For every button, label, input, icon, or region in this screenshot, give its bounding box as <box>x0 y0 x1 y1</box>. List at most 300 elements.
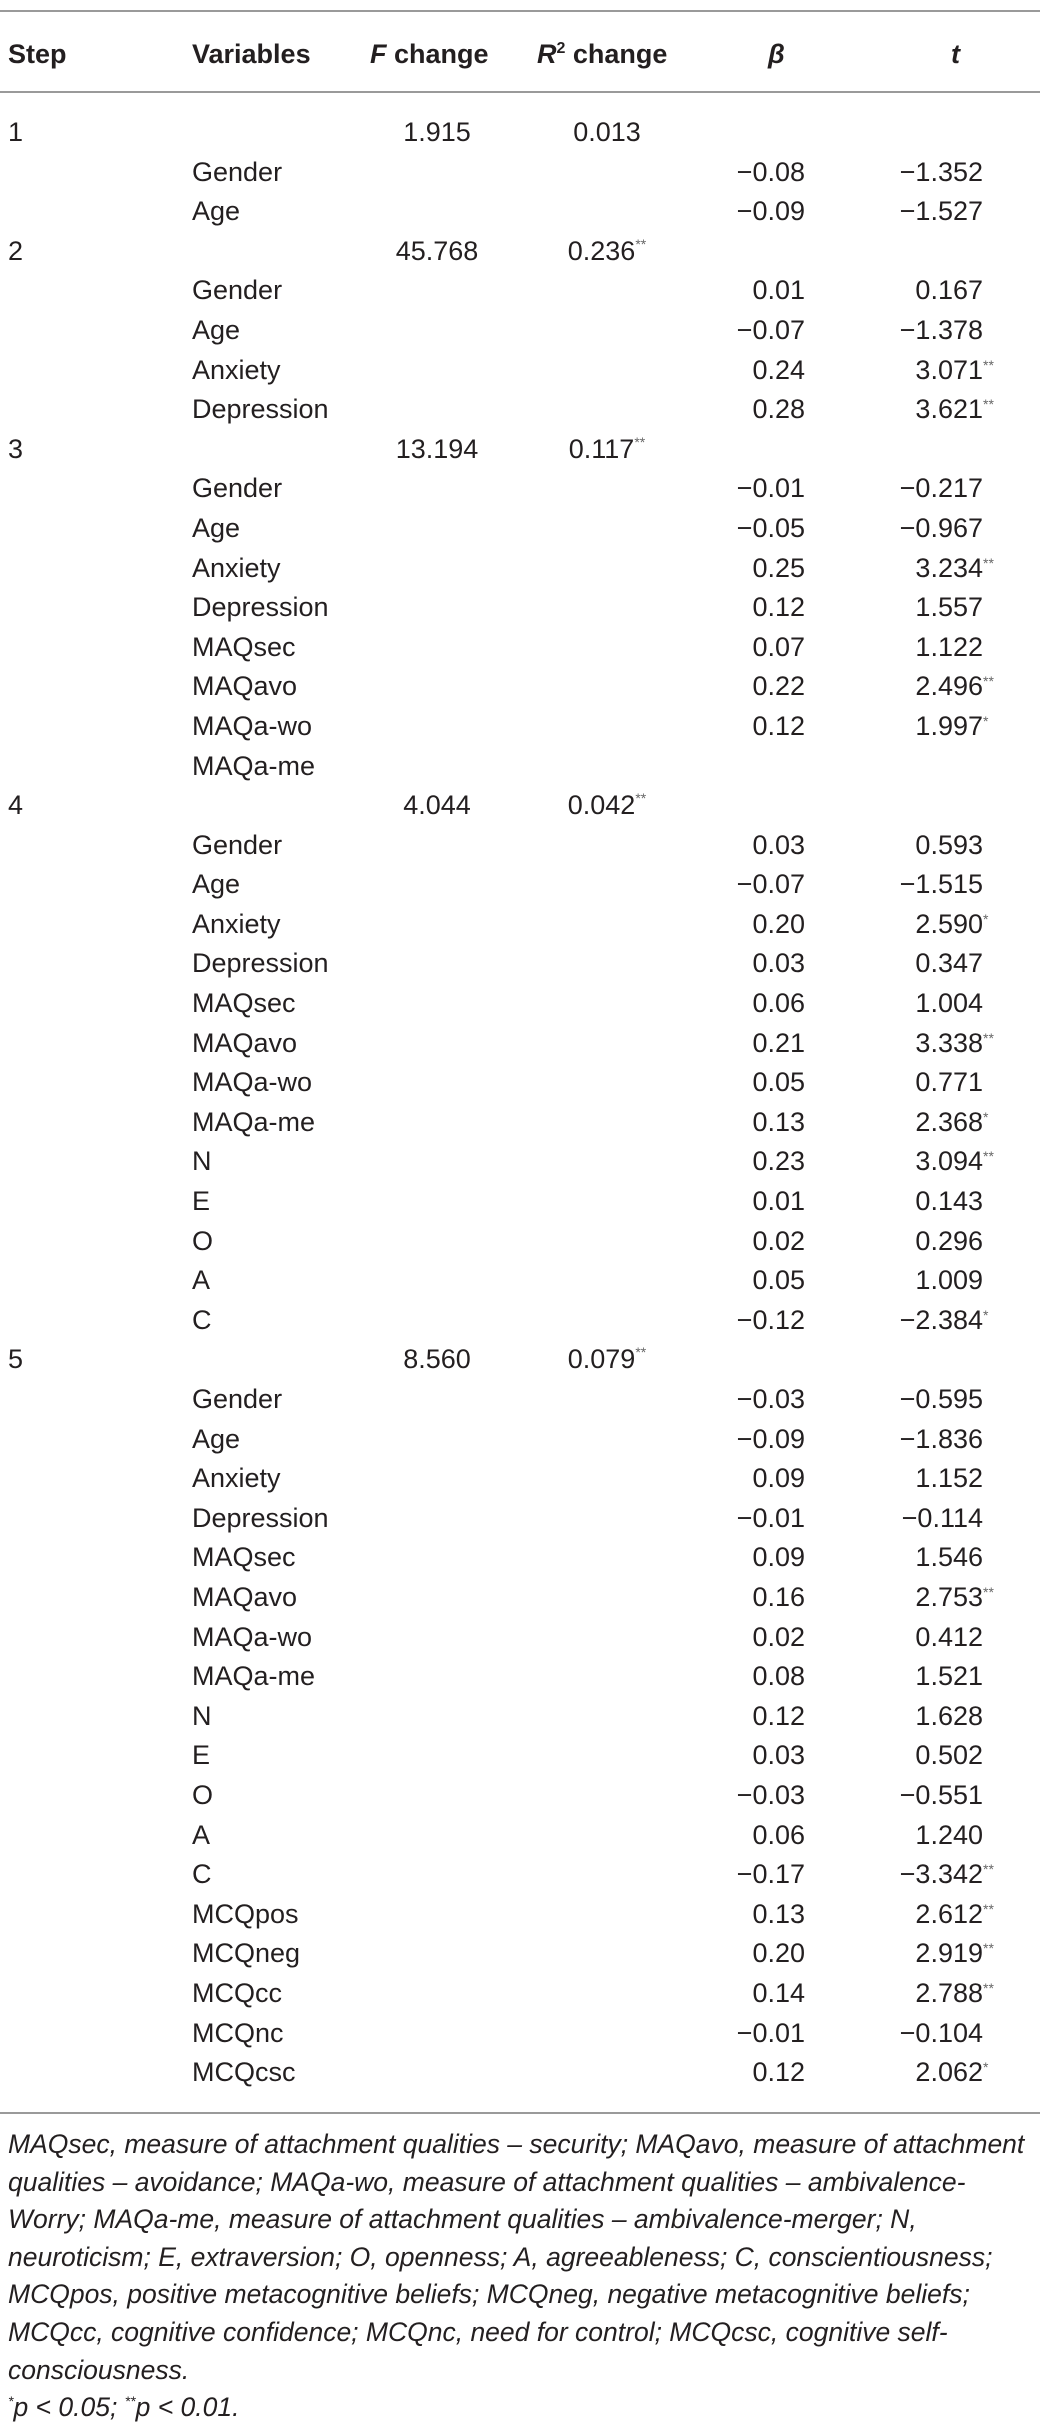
variable-cell-value: MAQsec <box>192 631 296 662</box>
beta-cell-value: 0.01 <box>752 1186 805 1217</box>
beta-symbol: β <box>768 39 785 69</box>
table-row <box>0 1895 1040 1935</box>
table-row <box>0 1618 1040 1658</box>
beta-cell <box>752 944 805 984</box>
table-row <box>0 1142 1040 1182</box>
variable-cell-value: N <box>192 1146 212 1177</box>
variable-cell <box>192 351 281 391</box>
beta-cell <box>752 1063 805 1103</box>
r2-change-cell <box>535 786 679 826</box>
variable-cell <box>192 1697 212 1737</box>
variable-cell-value: MCQcc <box>192 1977 282 2008</box>
variable-cell-value: MAQavo <box>192 1027 298 1058</box>
table-row <box>0 826 1040 866</box>
beta-cell <box>752 1736 805 1776</box>
table-row <box>0 1934 1040 1974</box>
significance-mark: * <box>983 2059 989 2076</box>
t-cell-value: 1.521 <box>915 1661 983 1692</box>
variable-cell-value: Depression <box>192 592 329 623</box>
table-footnote <box>8 2126 1038 2427</box>
table-row <box>0 1103 1040 1143</box>
variable-cell-value: Anxiety <box>192 908 281 939</box>
beta-cell-value: 0.06 <box>752 988 805 1019</box>
variable-cell <box>192 944 329 984</box>
t-cell-value: 1.004 <box>915 988 983 1019</box>
beta-cell-value: −0.03 <box>736 1779 805 1810</box>
variable-cell-value: Gender <box>192 275 283 306</box>
table-row <box>0 390 1040 430</box>
variable-cell <box>192 1024 297 1064</box>
f-change-label: change <box>386 39 489 69</box>
footnote-line: neuroticism; E, extraversion; O, openness; A, agreeableness; C, conscientiousness; <box>8 2241 993 2272</box>
t-cell <box>899 1855 994 1895</box>
variable-cell-value: MCQpos <box>192 1898 299 1929</box>
step-cell <box>8 786 23 826</box>
variable-cell-value: Gender <box>192 473 283 504</box>
beta-cell <box>752 628 805 668</box>
beta-cell <box>752 984 805 1024</box>
beta-cell <box>737 1420 805 1460</box>
t-cell <box>915 1024 994 1064</box>
t-cell-value: 0.167 <box>915 275 983 306</box>
beta-cell <box>752 1934 805 1974</box>
t-cell <box>915 1816 983 1856</box>
variable-cell <box>192 1499 329 1539</box>
table-row <box>0 984 1040 1024</box>
significance-mark: ** <box>634 433 646 450</box>
t-cell <box>915 1578 994 1618</box>
beta-cell-value: 0.09 <box>752 1463 805 1494</box>
table-row <box>0 1538 1040 1578</box>
table-row <box>0 271 1040 311</box>
table-row <box>0 1499 1040 1539</box>
variable-cell <box>192 1459 281 1499</box>
variable-cell-value: Anxiety <box>192 552 281 583</box>
significance-mark: ** <box>635 790 647 807</box>
table-row <box>0 1182 1040 1222</box>
variable-cell-value: E <box>192 1186 211 1217</box>
beta-cell <box>737 311 805 351</box>
t-cell-value: −0.595 <box>899 1384 983 1414</box>
variable-cell <box>192 1380 282 1420</box>
beta-cell-value: 0.12 <box>752 710 805 741</box>
sig2-mark: ** <box>124 2393 136 2410</box>
beta-cell <box>752 1459 805 1499</box>
beta-cell-value: −0.08 <box>736 156 805 187</box>
variable-cell <box>192 1142 212 1182</box>
variable-cell <box>192 826 282 866</box>
t-cell-value: −0.967 <box>899 512 983 543</box>
variable-cell-value: Age <box>192 314 241 345</box>
beta-cell <box>737 192 805 232</box>
beta-cell <box>752 1618 805 1658</box>
beta-cell-value: 0.06 <box>752 1819 805 1850</box>
header-r2-change <box>537 34 667 74</box>
beta-cell-value: 0.13 <box>752 1106 805 1137</box>
beta-cell-value: 0.03 <box>752 1740 805 1771</box>
table-row <box>0 905 1040 945</box>
step-cell-value: 2 <box>8 235 24 266</box>
table-row <box>0 1340 1040 1380</box>
variable-cell-value: O <box>192 1779 214 1810</box>
table-row <box>0 1776 1040 1816</box>
t-cell-value: 2.368 <box>915 1106 983 1137</box>
beta-cell <box>737 509 805 549</box>
table-row <box>0 1024 1040 1064</box>
t-cell <box>915 549 994 589</box>
step-cell <box>8 113 23 153</box>
t-cell-value: 2.062 <box>915 2057 983 2088</box>
r2-change-cell <box>535 113 679 153</box>
step-cell-value: 5 <box>8 1344 24 1375</box>
variable-cell <box>192 153 282 193</box>
beta-cell-value: −0.03 <box>736 1384 805 1414</box>
beta-cell-value: −0.01 <box>736 473 805 504</box>
t-cell-value: 3.234 <box>915 552 983 583</box>
f-change-cell <box>367 232 507 272</box>
beta-cell <box>752 1657 805 1697</box>
t-cell <box>900 1380 983 1420</box>
significance-mark: ** <box>983 1148 994 1165</box>
variable-cell-value: Anxiety <box>192 354 281 385</box>
variable-cell-value: MAQa-me <box>192 1106 316 1137</box>
footnote-line: Worry; MAQa-me, measure of attachment qualities – ambivalence-merger; N, <box>8 2204 917 2235</box>
t-cell <box>915 1974 994 2014</box>
r2-change-cell <box>535 1340 679 1380</box>
t-cell <box>915 1142 994 1182</box>
beta-cell-value: −0.07 <box>736 314 805 345</box>
r2-change-cell-value: 0.117 <box>568 433 635 464</box>
table-row <box>0 1974 1040 2014</box>
r-symbol: R <box>537 39 557 69</box>
table-top-rule <box>0 10 1040 12</box>
t-cell-value: 1.122 <box>915 631 983 662</box>
footnote-line: MCQcc, cognitive confidence; MCQnc, need for control; MCQcsc, cognitive self- <box>8 2316 948 2347</box>
table-row <box>0 351 1040 391</box>
variable-cell-value: MAQsec <box>192 988 296 1019</box>
beta-cell <box>737 1855 805 1895</box>
significance-mark: * <box>983 1306 989 1323</box>
step-cell <box>8 232 23 272</box>
beta-cell-value: 0.20 <box>752 908 805 939</box>
beta-cell-value: 0.13 <box>752 1898 805 1929</box>
t-cell-value: 3.621 <box>915 394 983 425</box>
r2-change-cell-value: 0.013 <box>573 117 641 147</box>
t-cell <box>915 1538 983 1578</box>
t-cell <box>915 351 994 391</box>
f-symbol: F <box>370 39 387 69</box>
variable-cell-value: MAQavo <box>192 1581 298 1612</box>
beta-cell <box>752 390 805 430</box>
table-row <box>0 549 1040 589</box>
table-row <box>0 588 1040 628</box>
beta-cell-value: 0.07 <box>752 631 805 662</box>
t-cell <box>900 192 983 232</box>
beta-cell <box>752 1578 805 1618</box>
significance-mark: ** <box>635 235 647 252</box>
beta-cell <box>752 1142 805 1182</box>
variable-cell-value: MAQsec <box>192 1542 296 1573</box>
t-cell <box>900 1420 983 1460</box>
significance-mark: * <box>983 712 989 729</box>
variable-cell-value: MAQa-me <box>192 750 316 781</box>
variable-cell-value: Depression <box>192 948 329 979</box>
t-cell <box>915 1657 983 1697</box>
variable-cell-value: A <box>192 1265 211 1296</box>
beta-cell <box>752 826 805 866</box>
t-cell <box>915 1261 983 1301</box>
header-bottom-rule <box>0 91 1040 93</box>
f-change-cell <box>367 1340 507 1380</box>
f-change-cell <box>367 430 507 470</box>
footnote-line: qualities – avoidance; MAQa-wo, measure of attachment qualities – ambivalence- <box>8 2166 966 2197</box>
beta-cell <box>752 1222 805 1262</box>
beta-cell-value: 0.05 <box>752 1265 805 1296</box>
beta-cell-value: 0.08 <box>752 1661 805 1692</box>
beta-cell-value: 0.21 <box>752 1027 805 1058</box>
t-cell-value: 2.919 <box>915 1938 983 1969</box>
beta-cell <box>752 1024 805 1064</box>
beta-cell-value: 0.02 <box>752 1225 805 1256</box>
t-cell-value: −0.104 <box>899 2017 983 2048</box>
variable-cell <box>192 588 329 628</box>
beta-cell <box>752 549 805 589</box>
t-cell-value: 0.296 <box>915 1225 983 1256</box>
header-beta <box>768 34 785 74</box>
variable-cell <box>192 667 297 707</box>
f-change-cell-value: 13.194 <box>395 433 479 464</box>
significance-legend <box>8 2389 1038 2427</box>
header-f-change <box>370 34 489 74</box>
beta-cell <box>737 1776 805 1816</box>
variable-cell-value: Depression <box>192 394 329 425</box>
variable-cell-value: C <box>192 1304 212 1335</box>
beta-cell-value: 0.12 <box>752 592 805 623</box>
beta-cell-value: 0.03 <box>752 948 805 979</box>
beta-cell-value: −0.01 <box>736 1502 805 1533</box>
variable-cell-value: Anxiety <box>192 1463 281 1494</box>
t-cell-value: 2.788 <box>915 1977 983 2008</box>
beta-cell-value: −0.12 <box>736 1304 805 1335</box>
f-change-cell-value: 4.044 <box>403 790 471 821</box>
variable-cell-value: E <box>192 1740 211 1771</box>
significance-mark: ** <box>983 1861 994 1878</box>
t-cell-value: 1.628 <box>915 1700 983 1731</box>
footnote-line: MCQpos, positive metacognitive beliefs; MCQneg, negative metacognitive beliefs; <box>8 2279 970 2310</box>
t-cell <box>899 1301 989 1341</box>
table-row <box>0 786 1040 826</box>
variable-cell-value: Age <box>192 869 241 900</box>
beta-cell-value: 0.09 <box>752 1542 805 1573</box>
t-cell <box>900 311 983 351</box>
variable-cell <box>192 271 282 311</box>
significance-mark: ** <box>983 1029 994 1046</box>
f-change-cell <box>367 786 507 826</box>
variable-cell-value: MAQa-me <box>192 1661 316 1692</box>
significance-mark: ** <box>983 1979 994 1996</box>
variable-cell <box>192 2053 296 2093</box>
table-row <box>0 1657 1040 1697</box>
f-change-cell-value: 8.560 <box>403 1344 471 1375</box>
t-cell-value: 3.094 <box>915 1146 983 1177</box>
table-row <box>0 1261 1040 1301</box>
variable-cell <box>192 390 329 430</box>
significance-mark: ** <box>983 1583 994 1600</box>
beta-cell-value: −0.17 <box>736 1859 805 1890</box>
significance-mark: ** <box>983 1900 994 1917</box>
t-cell <box>915 1618 983 1658</box>
variable-cell <box>192 707 312 747</box>
beta-cell <box>752 1895 805 1935</box>
beta-cell <box>752 667 805 707</box>
variable-cell-value: MAQa-wo <box>192 1067 313 1098</box>
t-cell <box>902 1499 983 1539</box>
beta-cell-value: 0.16 <box>752 1581 805 1612</box>
variable-cell <box>192 1736 210 1776</box>
beta-cell <box>752 1816 805 1856</box>
t-cell-value: −1.515 <box>899 869 983 900</box>
t-cell <box>915 944 983 984</box>
t-cell <box>915 1182 983 1222</box>
t-cell-value: 3.338 <box>915 1027 983 1058</box>
f-change-cell-value: 1.915 <box>403 117 471 147</box>
variable-cell <box>192 1895 299 1935</box>
t-cell-value: 1.240 <box>915 1819 983 1850</box>
beta-cell <box>737 1301 805 1341</box>
t-cell-value: −1.836 <box>899 1423 983 1454</box>
t-cell-value: −0.217 <box>899 473 983 504</box>
significance-mark: * <box>983 1108 989 1125</box>
t-cell <box>915 1459 983 1499</box>
variable-cell <box>192 1261 210 1301</box>
beta-cell-value: −0.01 <box>736 2017 805 2048</box>
variable-cell-value: N <box>192 1700 212 1731</box>
variable-cell <box>192 192 240 232</box>
beta-cell-value: 0.20 <box>752 1938 805 1969</box>
variable-cell <box>192 1222 213 1262</box>
r2-change-label: change <box>565 39 668 69</box>
beta-cell-value: −0.09 <box>736 1423 805 1454</box>
r2-change-cell-value: 0.042 <box>567 790 636 821</box>
t-cell <box>915 1103 989 1143</box>
table-row <box>0 1222 1040 1262</box>
table-row <box>0 1063 1040 1103</box>
t-cell-value: 1.557 <box>915 592 983 623</box>
variable-cell <box>192 984 296 1024</box>
beta-cell-value: 0.05 <box>752 1067 805 1098</box>
t-cell <box>915 628 983 668</box>
header-variables: Variables <box>192 39 311 69</box>
table-row <box>0 1736 1040 1776</box>
variable-cell-value: MCQnc <box>192 2017 284 2048</box>
table-row <box>0 232 1040 272</box>
t-cell-value: −2.384 <box>899 1304 983 1335</box>
beta-cell <box>752 1261 805 1301</box>
t-cell-value: −3.342 <box>899 1859 983 1890</box>
variable-cell-value: Age <box>192 512 241 543</box>
t-cell <box>915 1934 994 1974</box>
variable-cell <box>192 1776 213 1816</box>
beta-cell-value: 0.14 <box>752 1977 805 2008</box>
beta-cell-value: −0.07 <box>736 869 805 900</box>
beta-cell-value: 0.02 <box>752 1621 805 1652</box>
table-row <box>0 469 1040 509</box>
t-cell <box>915 2053 989 2093</box>
variable-cell <box>192 1420 240 1460</box>
t-cell <box>900 509 983 549</box>
table-row <box>0 2053 1040 2093</box>
table-row <box>0 707 1040 747</box>
variable-cell-value: C <box>192 1859 212 1890</box>
variable-cell <box>192 1103 315 1143</box>
beta-cell <box>752 588 805 628</box>
t-cell-value: −0.114 <box>901 1502 983 1533</box>
table-row <box>0 628 1040 668</box>
table-row <box>0 311 1040 351</box>
variable-cell-value: Depression <box>192 1502 329 1533</box>
variable-cell-value: MCQcsc <box>192 2057 296 2088</box>
table-bottom-rule <box>0 2112 1040 2114</box>
beta-cell-value: 0.12 <box>752 2057 805 2088</box>
t-cell <box>915 707 989 747</box>
t-cell-value: 1.152 <box>915 1463 983 1494</box>
beta-cell <box>752 1697 805 1737</box>
variable-cell <box>192 747 315 787</box>
table-body <box>0 113 1040 2093</box>
sig1-mark: * <box>8 2393 14 2410</box>
beta-cell-value: 0.12 <box>752 1700 805 1731</box>
t-cell-value: 2.496 <box>915 671 983 702</box>
step-cell <box>8 1340 23 1380</box>
beta-cell <box>752 271 805 311</box>
t-cell <box>915 1895 994 1935</box>
t-cell <box>915 1697 983 1737</box>
t-cell <box>900 865 983 905</box>
step-cell <box>8 430 23 470</box>
table-row <box>0 509 1040 549</box>
t-cell-value: 0.502 <box>915 1740 983 1771</box>
beta-cell <box>737 153 805 193</box>
table-row <box>0 192 1040 232</box>
beta-cell <box>752 905 805 945</box>
variable-cell <box>192 1301 212 1341</box>
t-cell <box>915 1222 983 1262</box>
beta-cell <box>752 1974 805 2014</box>
beta-cell-value: 0.22 <box>752 671 805 702</box>
variable-cell <box>192 1855 212 1895</box>
sig1-text: p < 0.05; <box>13 2392 125 2423</box>
beta-cell-value: −0.09 <box>736 196 805 227</box>
t-cell <box>915 826 983 866</box>
variable-cell <box>192 1182 210 1222</box>
variable-cell <box>192 1816 210 1856</box>
significance-mark: ** <box>983 1940 994 1957</box>
variable-cell-value: Age <box>192 1423 241 1454</box>
t-cell-value: −1.352 <box>899 156 983 187</box>
t-cell-value: 0.143 <box>915 1186 983 1217</box>
t-cell <box>900 469 983 509</box>
t-cell <box>915 984 983 1024</box>
beta-cell-value: 0.28 <box>752 394 805 425</box>
beta-cell <box>752 1182 805 1222</box>
beta-cell <box>737 469 805 509</box>
variable-cell <box>192 549 281 589</box>
beta-cell <box>752 1103 805 1143</box>
beta-cell-value: 0.25 <box>752 552 805 583</box>
header-t <box>951 34 960 74</box>
r2-change-cell-value: 0.236 <box>567 235 636 266</box>
t-cell-value: −1.527 <box>899 196 983 227</box>
